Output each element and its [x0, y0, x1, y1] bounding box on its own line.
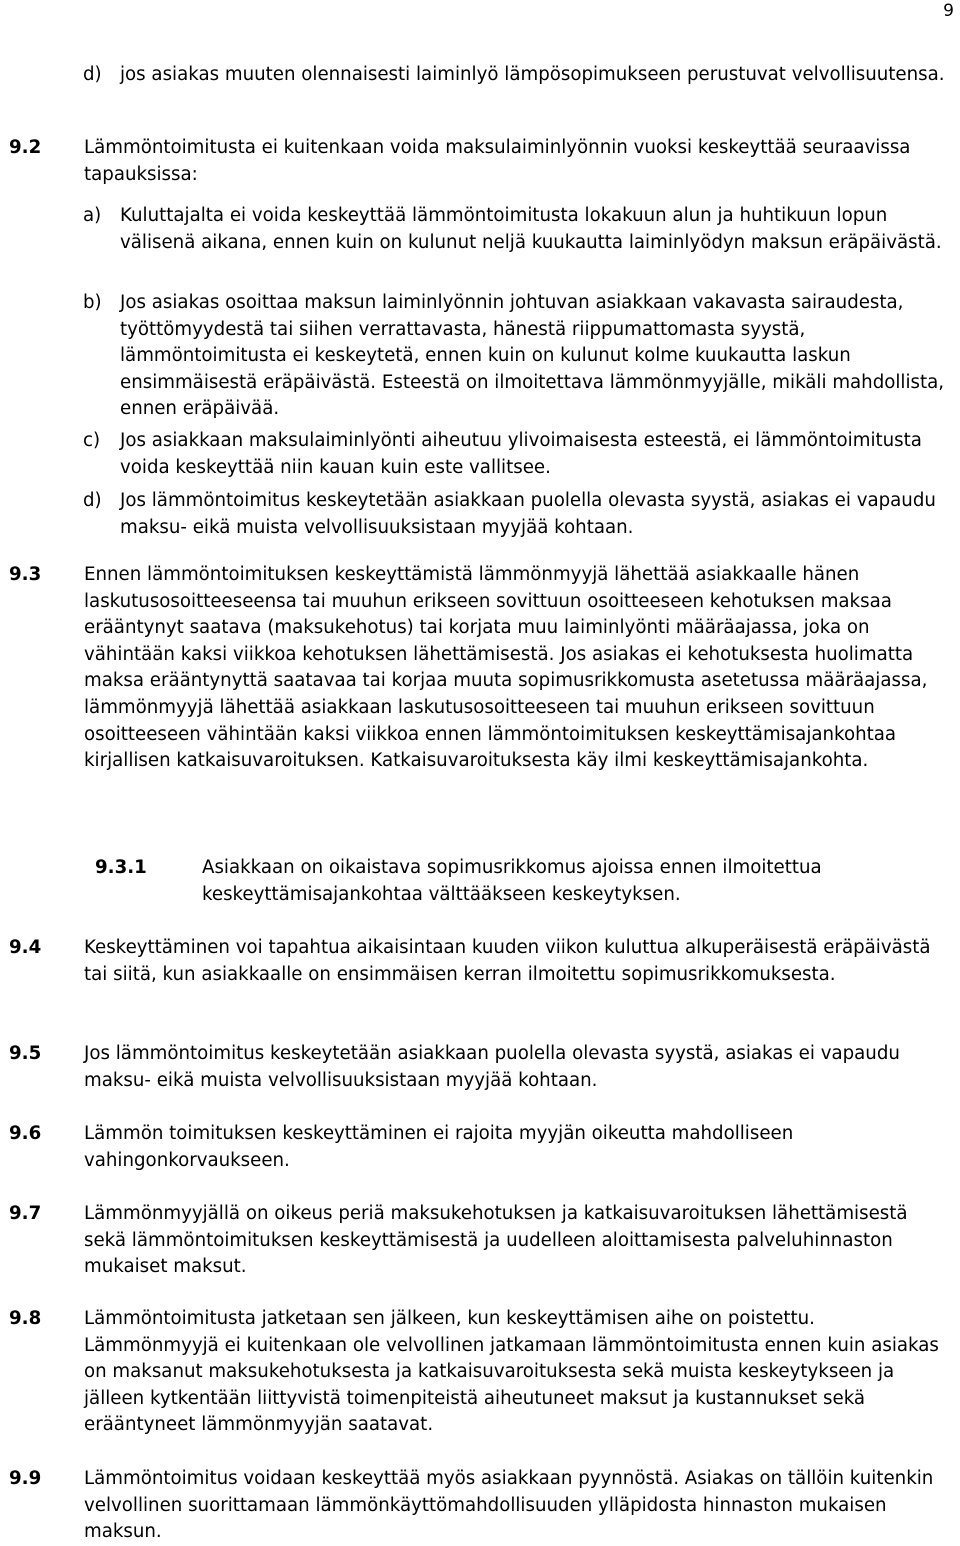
item-text: Kuluttajalta ei voida keskeyttää lämmöntoimitusta lokakuun alun ja huhtikuun lopun välisenä aikana, ennen kuin on kulunut neljä kuukautta laiminlyödyn maksun eräpäivästä. [120, 205, 942, 253]
item-text: Jos lämmöntoimitus keskeytetään asiakkaan puolella olevasta syystä, asiakas ei vapaudu maksu- eikä muista velvollisuuksistaan myyjää kohtaan. [120, 490, 936, 538]
section-text: Keskeyttäminen voi tapahtua aikaisintaan kuuden viikon kuluttua alkuperäisestä eräpäivästä tai siitä, kun asiakkaalle on ensimmäisen kerran ilmoitettu sopimusrikkomuksesta. [84, 937, 931, 985]
section-9-4 [9, 935, 955, 988]
section-9-7 [9, 1201, 955, 1281]
clause-item-b [83, 290, 955, 423]
section-text: Ennen lämmöntoimituksen keskeyttämistä lämmönmyyjä lähettää asiakkaalle hänen laskutusosoitteeseensa tai muuhun erikseen sovittuun osoitteeseen kehotuksen maksaa erääntynyt saatava (maksukehotus) tai korjata muu laiminlyönti määräajassa, joka on vähintään kaksi viikkoa kehotuksen lähettämisestä. Jos asiakas ei kehotuksesta huolimatta maksa erääntynyttä saatavaa tai korjaa muuta sopimusrikkomusta asetetussa määräajassa, lämmönmyyjä lähettää asiakkaan laskutusosoitteeseen tai muuhun erikseen sovittuun osoitteeseen vähintään kaksi viikkoa ennen lämmöntoimituksen keskeyttämisajankohtaa kirjallisen katkaisuvaroituksen. Katkaisuvaroituksesta käy ilmi keskeyttämisajankohta. [84, 564, 928, 772]
section-text: Lämmöntoimitusta jatketaan sen jälkeen, kun keskeyttämisen aihe on poistettu. Lämmönmyyjä ei kuitenkaan ole velvollinen jatkamaan lämmöntoimitusta ennen kuin asiakas on maksanut maksukehotuksesta ja katkaisuvaroituksesta sekä muista keskeytykseen ja jälleen kytkentään liittyvistä toimenpiteistä aiheutuneet maksut ja kustannukset sekä erääntyneet lämmönmyyjän saatavat. [84, 1308, 939, 1436]
section-number: 9.7 [9, 1203, 42, 1224]
item-text: Jos asiakkaan maksulaiminlyönti aiheutuu ylivoimaisesta esteestä, ei lämmöntoimitusta voida keskeyttää niin kauan kuin este vallitsee. [120, 430, 922, 478]
clause-item-c [83, 428, 955, 481]
section-number: 9.9 [9, 1468, 42, 1489]
item-label: d) [83, 490, 102, 511]
section-9-8 [9, 1306, 955, 1439]
clause-item-d-top [83, 62, 953, 89]
section-9-3 [9, 562, 955, 775]
section-text: Lämmön toimituksen keskeyttäminen ei rajoita myyjän oikeutta mahdolliseen vahingonkorvaukseen. [84, 1123, 794, 1171]
section-9-9 [9, 1466, 955, 1546]
section-number: 9.3 [9, 564, 42, 585]
section-9-5 [9, 1041, 955, 1094]
section-number: 9.5 [9, 1043, 42, 1064]
clause-item-d [83, 488, 955, 541]
section-number: 9.6 [9, 1123, 42, 1144]
section-9-6 [9, 1121, 955, 1174]
item-text: jos asiakas muuten olennaisesti laiminlyö lämpösopimukseen perustuvat velvollisuutensa. [120, 64, 945, 85]
section-text: Lämmöntoimitus voidaan keskeyttää myös asiakkaan pyynnöstä. Asiakas on tällöin kuitenkin velvollinen suorittamaan lämmönkäyttömahdollisuuden ylläpidosta hinnaston mukaisen maksun. [84, 1468, 934, 1543]
section-9-2 [9, 135, 955, 188]
item-text: Jos asiakas osoittaa maksun laiminlyönnin johtuvan asiakkaan vakavasta sairaudesta, työttömyydestä tai siihen verrattavasta, hänestä riippumattomasta syystä, lämmöntoimitusta ei keskeytetä, ennen kuin on kulunut kolme kuukautta laskun ensimmäisestä eräpäivästä. Esteestä on ilmoitettava lämmönmyyjälle, mikäli mahdollista, ennen eräpäivää. [120, 292, 945, 420]
item-label: d) [83, 64, 102, 85]
section-number: 9.2 [9, 137, 42, 158]
clause-item-a [83, 203, 955, 256]
page-number: 9 [943, 1, 954, 21]
section-text: Lämmönmyyjällä on oikeus periä maksukehotuksen ja katkaisuvaroituksen lähettämisestä sekä lämmöntoimituksen keskeyttämisestä ja uudelleen aloittamisesta palveluhinnaston mukaiset maksut. [84, 1203, 908, 1278]
section-9-3-1 [95, 855, 955, 908]
item-label: b) [83, 292, 102, 313]
section-text: Asiakkaan on oikaistava sopimusrikkomus ajoissa ennen ilmoitettua keskeyttämisajankohtaa välttääkseen keskeytyksen. [202, 857, 822, 905]
section-text: Jos lämmöntoimitus keskeytetään asiakkaan puolella olevasta syystä, asiakas ei vapaudu maksu- eikä muista velvollisuuksistaan myyjää kohtaan. [84, 1043, 900, 1091]
section-number: 9.8 [9, 1308, 42, 1329]
section-number: 9.3.1 [95, 857, 147, 878]
section-number: 9.4 [9, 937, 42, 958]
item-label: c) [83, 430, 101, 451]
section-text: Lämmöntoimitusta ei kuitenkaan voida maksulaiminlyönnin vuoksi keskeyttää seuraavissa tapauksissa: [84, 137, 911, 185]
item-label: a) [83, 205, 102, 226]
